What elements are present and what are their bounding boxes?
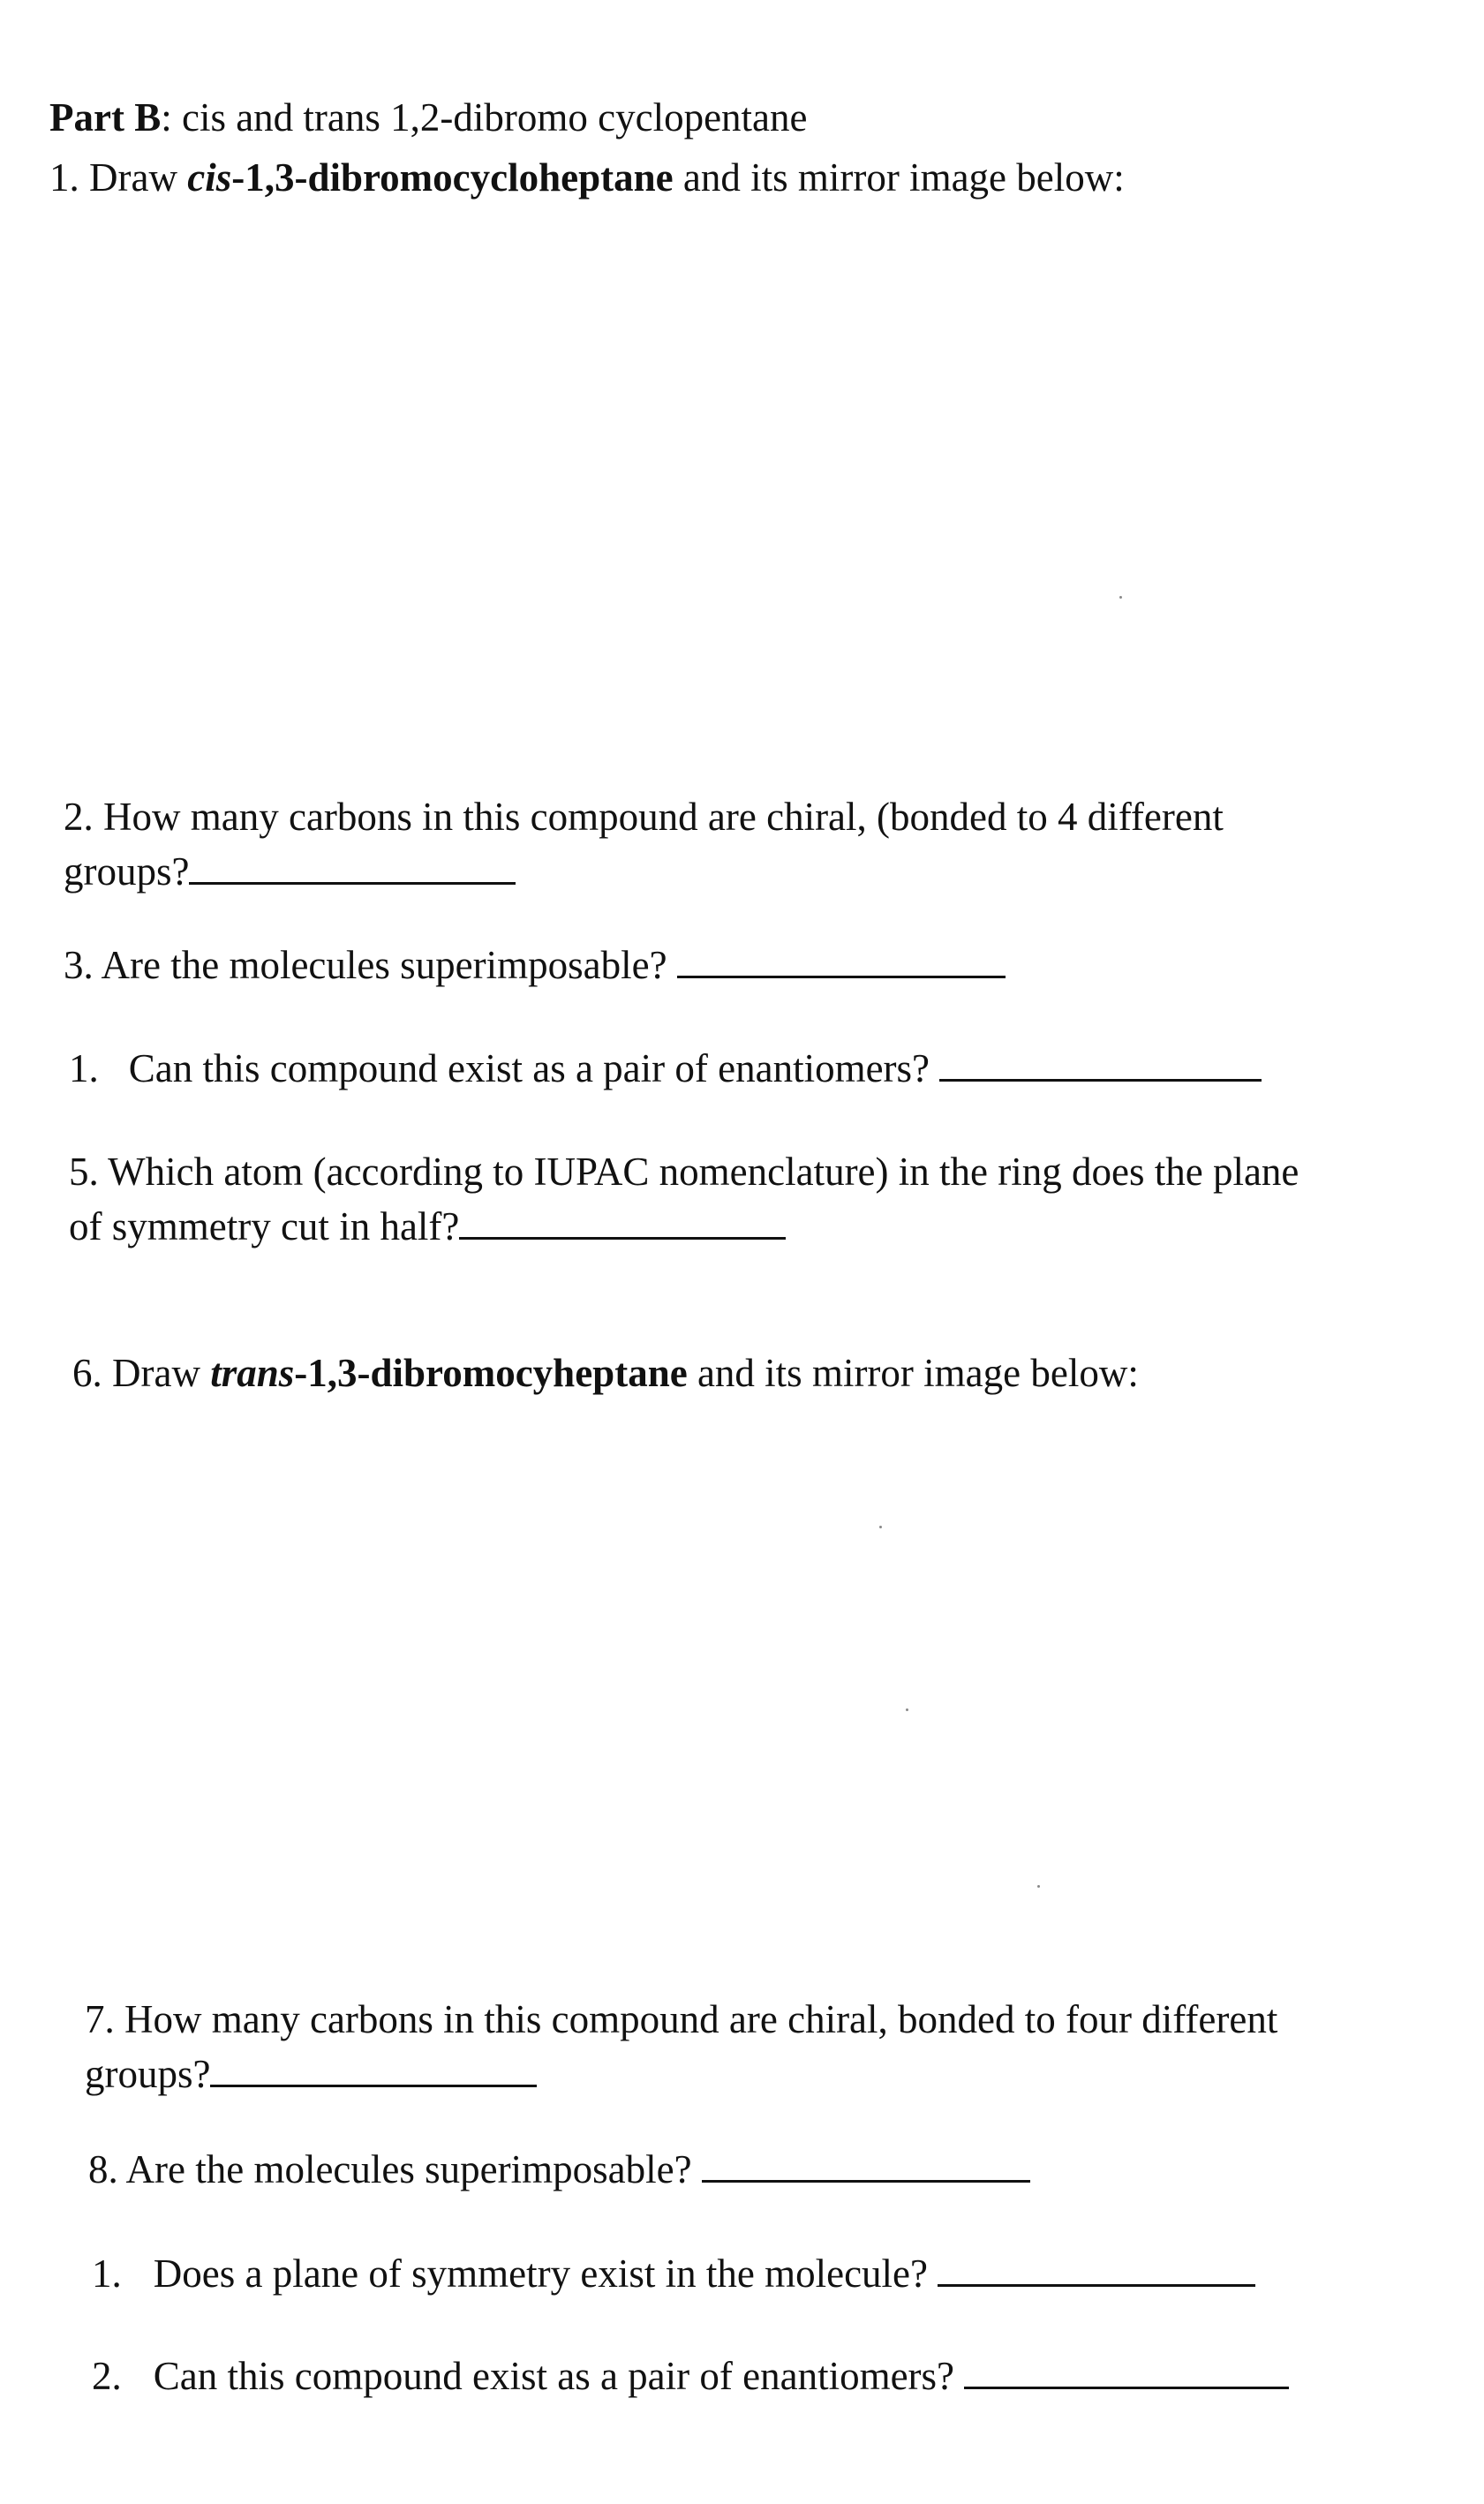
question-6-rest: and its mirror image below: — [687, 1351, 1139, 1395]
question-2-text: 2. How many carbons in this compound are chiral, (bonded to 4 different — [64, 795, 1224, 839]
question-6 — [72, 1351, 1139, 1397]
question-10-text: Can this compound exist as a pair of enantiomers? — [153, 2354, 955, 2398]
question-6-prefix: trans — [210, 1351, 295, 1395]
question-1-rest: and its mirror image below: — [673, 155, 1125, 200]
question-5-line-1 — [69, 1150, 1299, 1195]
answer-blank-5[interactable] — [459, 1236, 786, 1240]
question-3 — [64, 943, 1006, 989]
question-6-number: 6. Draw — [72, 1351, 211, 1395]
part-b-heading — [49, 95, 808, 141]
question-8 — [88, 2147, 1030, 2193]
answer-blank-10[interactable] — [964, 2386, 1289, 2389]
answer-blank-9[interactable] — [938, 2283, 1255, 2287]
scan-speck — [879, 1526, 882, 1528]
question-1-prefix: cis — [187, 155, 232, 200]
scan-speck — [1119, 596, 1122, 599]
question-7-line-1 — [85, 1997, 1277, 2043]
scan-speck — [1037, 1885, 1040, 1888]
question-5-line-2 — [69, 1204, 786, 1250]
part-b-title: : cis and trans 1,2-dibromo cyclopentane — [161, 95, 808, 140]
question-1 — [49, 155, 1125, 201]
question-9 — [92, 2251, 1255, 2297]
question-7-text: 7. How many carbons in this compound are chiral, bonded to four different — [85, 1997, 1278, 2041]
question-6-compound: -1,3-dibromocyheptane — [294, 1351, 688, 1395]
question-5-text: 5. Which atom (according to IUPAC nomenclature) in the ring does the plane — [69, 1150, 1299, 1194]
question-2-line-1 — [64, 795, 1224, 841]
question-1-number: 1. Draw — [49, 155, 188, 200]
answer-blank-3[interactable] — [677, 975, 1006, 978]
question-2-text-end: groups? — [64, 849, 190, 894]
question-1-compound: -1,3-dibromocycloheptane — [231, 155, 674, 200]
drawing-area-2[interactable] — [72, 1422, 1432, 1987]
question-8-text: 8. Are the molecules superimposable? — [88, 2147, 692, 2191]
part-b-label: Part B — [49, 95, 162, 140]
answer-blank-8[interactable] — [702, 2179, 1030, 2183]
answer-blank-4[interactable] — [939, 1078, 1262, 1082]
question-4-text: Can this compound exist as a pair of enantiomers? — [128, 1046, 930, 1090]
question-9-text: Does a plane of symmetry exist in the molecule? — [153, 2251, 928, 2296]
question-4-number: 1. — [69, 1046, 99, 1090]
question-7-line-2 — [85, 2052, 537, 2098]
question-9-number: 1. — [92, 2251, 122, 2296]
answer-blank-7[interactable] — [210, 2084, 537, 2087]
question-10 — [92, 2354, 1289, 2400]
question-5-text-end: of symmetry cut in half? — [69, 1204, 460, 1248]
question-7-text-end: groups? — [85, 2052, 211, 2096]
question-4 — [69, 1046, 1262, 1092]
question-2-line-2 — [64, 849, 516, 895]
question-3-text: 3. Are the molecules superimposable? — [64, 943, 667, 987]
scan-speck — [906, 1708, 908, 1711]
drawing-area-1[interactable] — [49, 221, 1427, 768]
answer-blank-2[interactable] — [189, 881, 516, 885]
question-10-number: 2. — [92, 2354, 122, 2398]
